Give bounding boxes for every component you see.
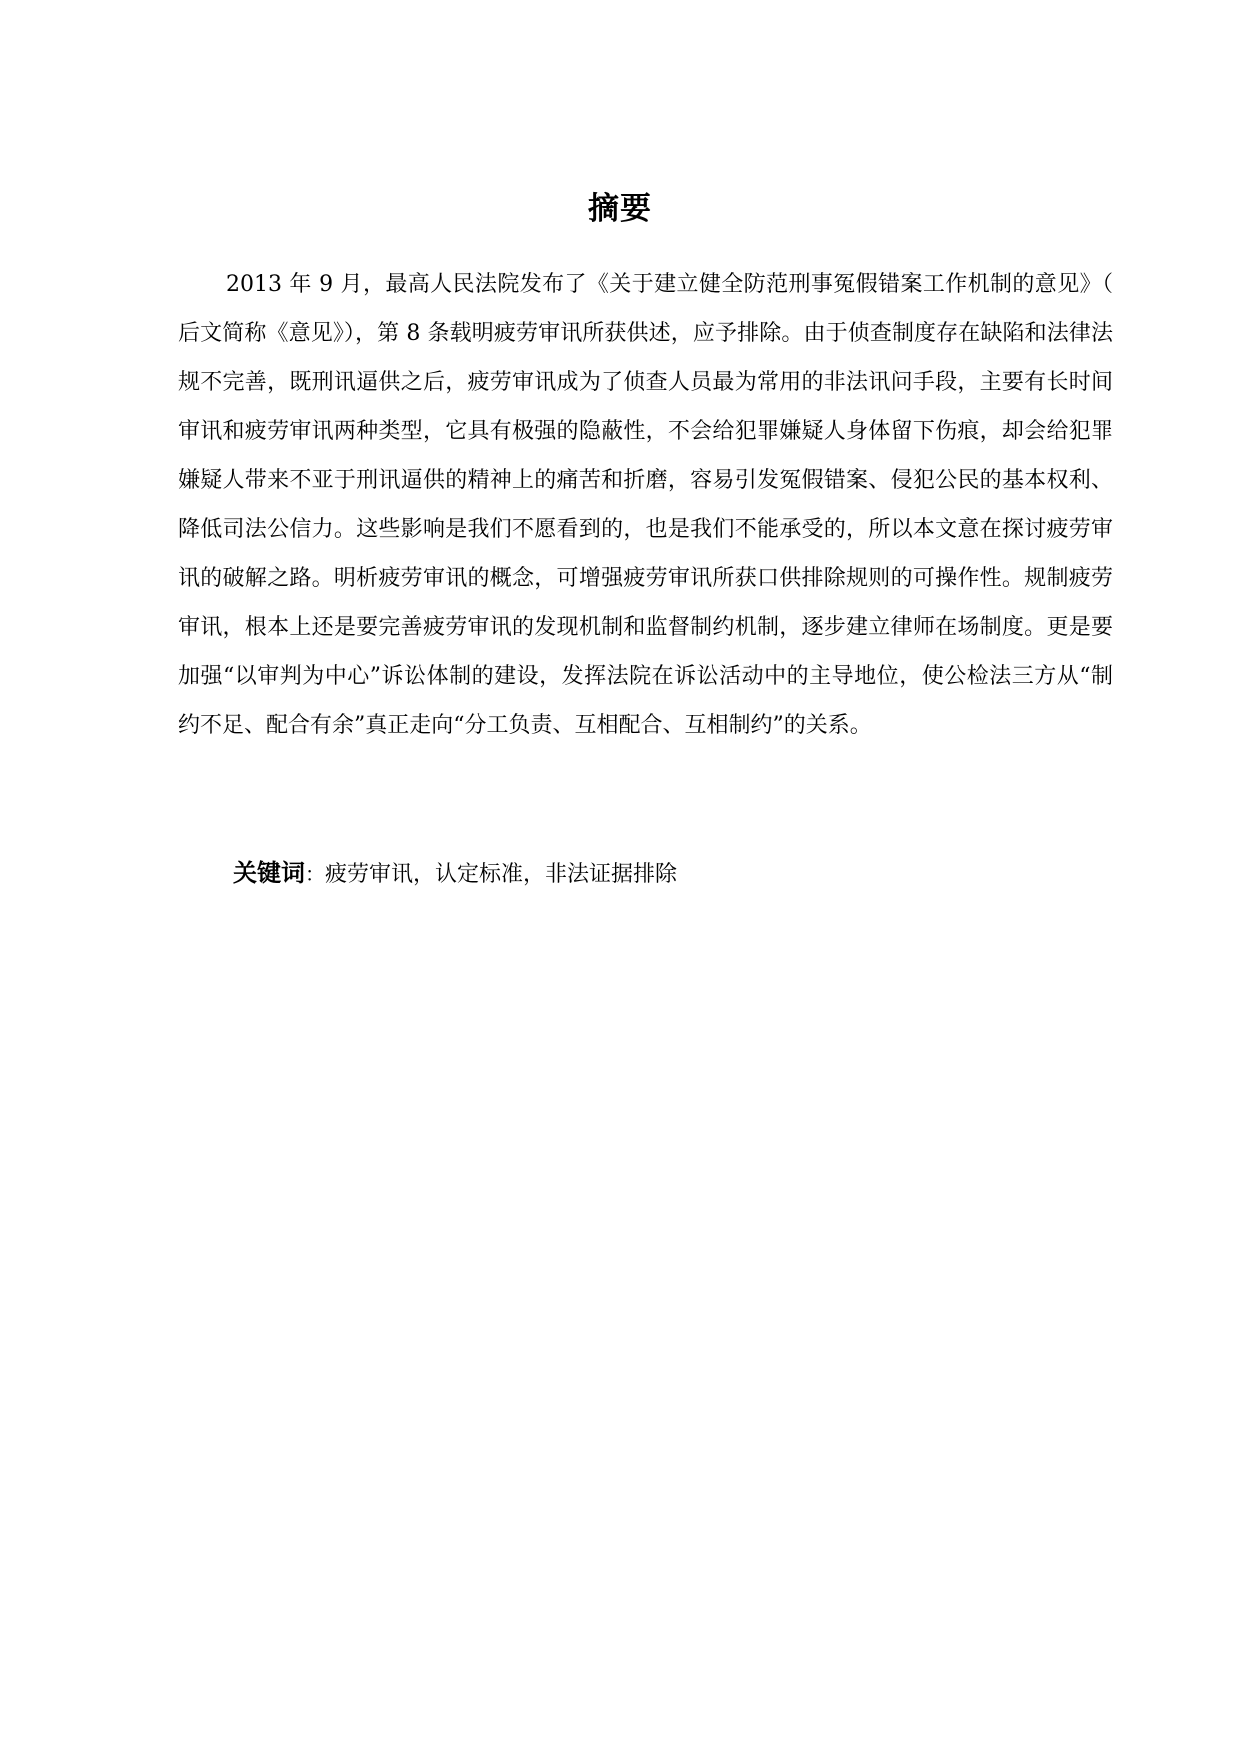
abstract-paragraph: 2013 年 9 月，最高人民法院发布了《关于建立健全防范刑事冤假错案工作机制的意见》（后文简称《意见》），第 8 条载明疲劳审讯所获供述，应予排除。由于侦查制度存在缺陷和法律法规不完善，既刑讯逼供之后，疲劳审讯成为了侦查人员最为常用的非法讯问手段，主要有长时间审讯和疲劳审讯两种类型，它具有极强的隐蔽性，不会给犯罪嫌疑人身体留下伤痕，却会给犯罪嫌疑人带来不亚于刑讯逼供的精神上的痛苦和折磨，容易引发冤假错案、侵犯公民的基本权利、降低司法公信力。这些影响是我们不愿看到的，也是我们不能承受的，所以本文意在探讨疲劳审讯的破解之路。明析疲劳审讯的概念，可增强疲劳审讯所获口供排除规则的可操作性。规制疲劳审讯，根本上还是要完善疲劳审讯的发现机制和监督制约机制，逐步建立律师在场制度。更是要加强“以审判为中心”诉讼体制的建设，发挥法院在诉讼活动中的主导地位，使公检法三方从“制约不足、配合有余”真正走向“分工负责、互相配合、互相制约”的关系。 (178, 272, 1113, 738)
keywords-line (233, 850, 1113, 898)
keywords-label: 关键词 (233, 859, 305, 887)
keywords-separator: ： (305, 862, 325, 886)
keywords-list: 疲劳审讯，认定标准，非法证据排除 (325, 862, 678, 887)
abstract-title: 摘要 (588, 191, 652, 227)
